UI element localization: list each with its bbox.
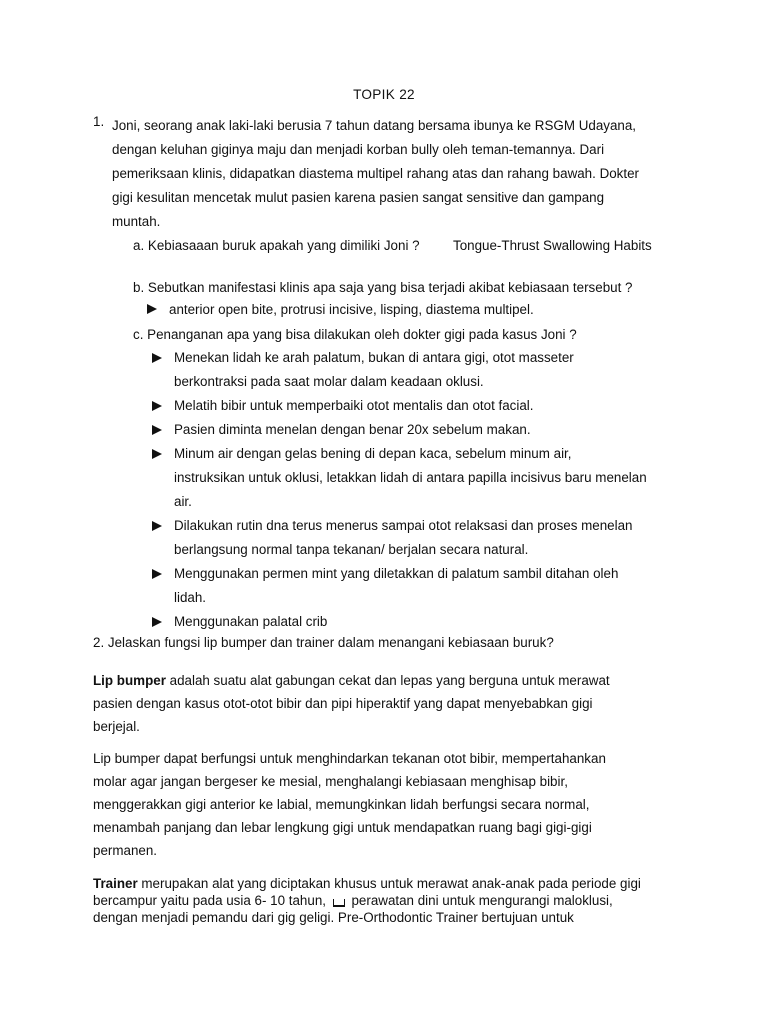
list-item-line: Dilakukan rutin dna terus menerus sampai otot relaksasi dan proses menelan: [174, 518, 633, 533]
page-title: TOPIK 22: [353, 87, 415, 102]
question-1a: a. Kebiasaaan buruk apakah yang dimiliki Joni ?: [133, 238, 420, 253]
paragraph-line: [93, 875, 693, 892]
lip-bumper-paragraph: [93, 669, 693, 738]
bullet-arrow-icon: [152, 353, 162, 363]
list-item: [152, 610, 692, 634]
list-item: [152, 562, 692, 610]
answer-1b-text: anterior open bite, protrusi incisive, lisping, diastema multipel.: [169, 302, 534, 317]
list-item: [152, 346, 692, 394]
paragraph-line: menggerakkan gigi anterior ke labial, memungkinkan lidah berfungsi secara normal,: [93, 797, 590, 812]
list-item-line: air.: [174, 494, 192, 509]
paragraph-text: perawatan dini untuk mengurangi maloklusi,: [351, 893, 613, 908]
trainer-term: Trainer: [93, 876, 138, 891]
list-item-line: Melatih bibir untuk memperbaiki otot mentalis dan otot facial.: [174, 398, 534, 413]
lip-bumper-term: Lip bumper: [93, 673, 166, 688]
paragraph-line: dengan menjadi pemandu dari gig geligi. Pre-Orthodontic Trainer bertujuan untuk: [93, 910, 574, 925]
question-1-line: dengan keluhan giginya maju dan menjadi korban bully oleh teman-temannya. Dari: [112, 142, 605, 157]
paragraph-text: adalah suatu alat gabungan cekat dan lepas yang berguna untuk merawat: [165, 673, 610, 688]
answer-1c-list: [152, 346, 692, 634]
list-item-line: instruksikan untuk oklusi, letakkan lidah di antara papilla incisivus baru menelan: [174, 470, 647, 485]
list-item-line: Menggunakan permen mint yang diletakkan di palatum sambil ditahan oleh: [174, 566, 619, 581]
paragraph-line: Lip bumper dapat berfungsi untuk menghindarkan tekanan otot bibir, mempertahankan: [93, 751, 606, 766]
bullet-arrow-icon: [152, 425, 162, 435]
paragraph-line: [93, 892, 693, 909]
lip-bumper-function-paragraph: [93, 747, 693, 862]
bullet-arrow-icon: [152, 569, 162, 579]
paragraph-line: [93, 669, 693, 692]
list-item-line: berlangsung normal tanpa tekanan/ berjalan secara natural.: [174, 542, 529, 557]
question-1-line: muntah.: [112, 214, 161, 229]
bullet-arrow-icon: [147, 304, 157, 314]
list-item-line: Pasien diminta menelan dengan benar 20x sebelum makan.: [174, 422, 531, 437]
question-1c: c. Penanganan apa yang bisa dilakukan oleh dokter gigi pada kasus Joni ?: [133, 327, 577, 342]
paragraph-line: berjejal.: [93, 719, 140, 734]
question-1-line: Joni, seorang anak laki-laki berusia 7 tahun datang bersama ibunya ke RSGM Udayana,: [112, 118, 637, 133]
paragraph-line: pasien dengan kasus otot-otot bibir dan pipi hiperaktif yang dapat menyebabkan gigi: [93, 696, 593, 711]
list-item: [152, 514, 692, 562]
trainer-paragraph: [93, 875, 693, 926]
paragraph-line: menambah panjang dan lebar lengkung gigi untuk mendapatkan ruang bagi gigi-gigi: [93, 820, 592, 835]
question-1-text: [112, 114, 702, 234]
paragraph-text: bercampur yaitu pada usia 6- 10 tahun,: [93, 893, 326, 908]
list-item-line: berkontraksi pada saat molar dalam keadaan oklusi.: [174, 374, 484, 389]
bullet-arrow-icon: [152, 401, 162, 411]
bullet-arrow-icon: [152, 521, 162, 531]
list-item: [152, 394, 692, 418]
paragraph-line: permanen.: [93, 843, 158, 858]
answer-1a: Tongue-Thrust Swallowing Habits: [453, 238, 652, 253]
question-1b: b. Sebutkan manifestasi klinis apa saja yang bisa terjadi akibat kebiasaan tersebut ?: [133, 280, 633, 295]
list-item-line: lidah.: [174, 590, 207, 605]
question-2: 2. Jelaskan fungsi lip bumper dan trainer dalam menangani kebiasaan buruk?: [93, 635, 554, 650]
paragraph-line: molar agar jangan bergeser ke mesial, menghalangi kebiasaan menghisap bibir,: [93, 774, 568, 789]
list-item: [152, 418, 692, 442]
list-item: [152, 442, 692, 514]
question-1-line: gigi kesulitan mencetak mulut pasien karena pasien sangat sensitive dan gampang: [112, 190, 605, 205]
answer-1b: [147, 302, 534, 317]
bullet-arrow-icon: [152, 617, 162, 627]
question-1-line: pemeriksaan klinis, didapatkan diastema multipel rahang atas dan rahang bawah. Dokter: [112, 166, 640, 181]
paragraph-text: merupakan alat yang diciptakan khusus untuk merawat anak-anak pada periode gigi: [137, 876, 641, 891]
list-item-line: Menekan lidah ke arah palatum, bukan di antara gigi, otot masseter: [174, 350, 574, 365]
list-item-line: Menggunakan palatal crib: [174, 614, 328, 629]
list-item-line: Minum air dengan gelas bening di depan kaca, sebelum minum air,: [174, 446, 572, 461]
bullet-arrow-icon: [152, 449, 162, 459]
inline-symbol-icon: [333, 899, 345, 907]
question-1-number: 1.: [93, 114, 105, 129]
